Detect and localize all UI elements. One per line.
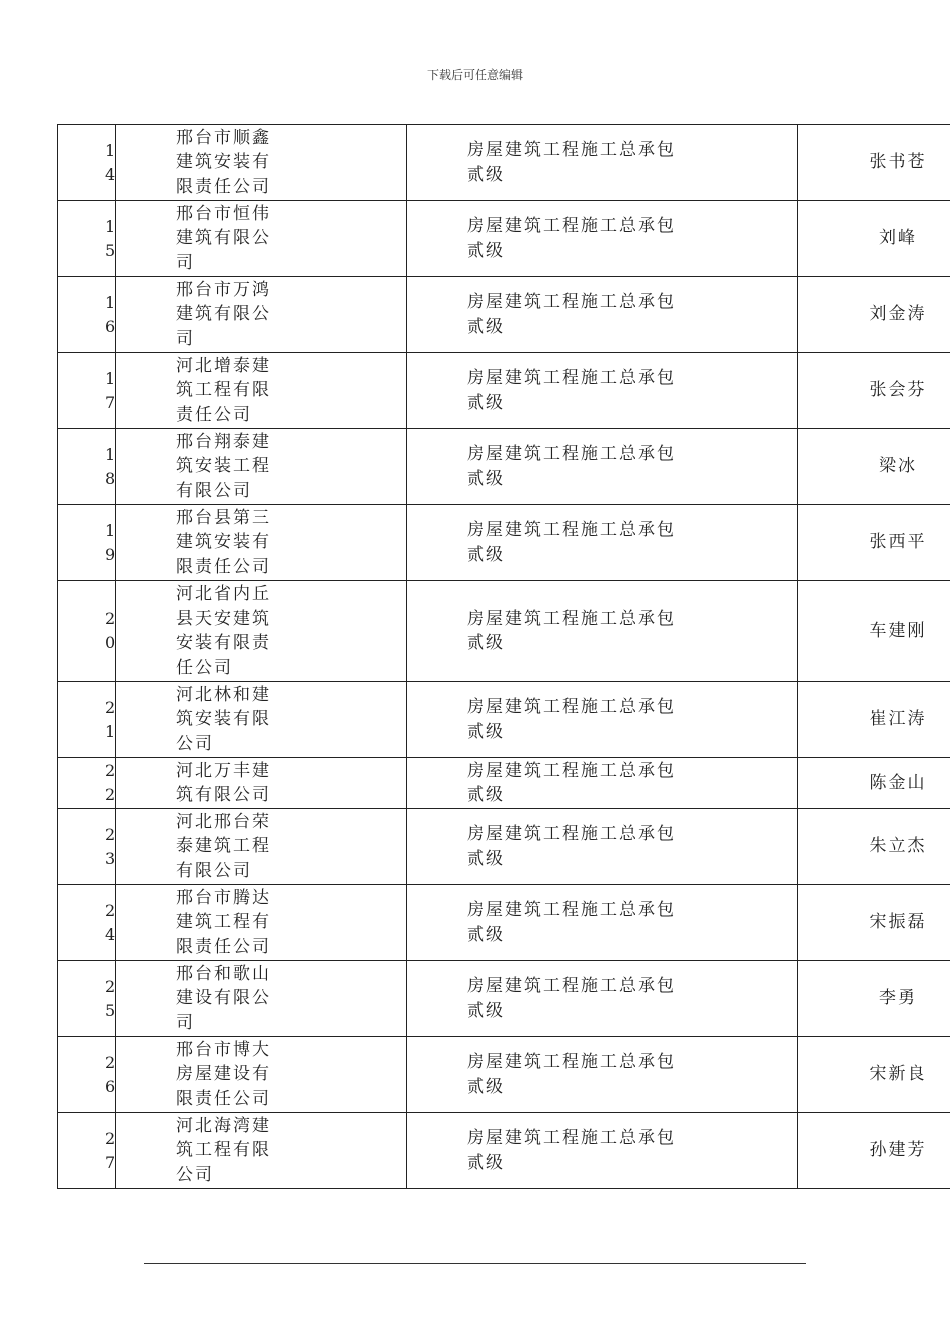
row-number [105, 519, 115, 567]
company-name-line: 筑工程有限 [176, 380, 271, 401]
row-number-digit: 2 [105, 1052, 115, 1072]
row-number-digit: 0 [105, 633, 115, 652]
company-name-line: 邢台市腾达 [176, 887, 271, 908]
qualification-line: 房屋建筑工程施工总承包 [467, 900, 676, 920]
company-name-line: 河北增泰建 [176, 355, 271, 376]
qualification-line: 房屋建筑工程施工总承包 [467, 976, 676, 996]
company-name-cell [116, 277, 407, 353]
table-row [58, 125, 950, 201]
responsible-person-cell [798, 201, 950, 277]
row-number-cell [58, 505, 116, 581]
qualification-cell [407, 682, 798, 758]
table-row [58, 682, 950, 758]
row-number [105, 291, 115, 339]
company-name-line: 建筑有限公 [176, 228, 271, 249]
qualification-line: 房屋建筑工程施工总承包 [467, 292, 676, 312]
row-number [105, 443, 115, 491]
company-name-line: 司 [176, 252, 195, 273]
table-row [58, 758, 950, 809]
row-number-digit: 7 [105, 1152, 115, 1172]
table-row [58, 1113, 950, 1189]
row-number-cell [58, 429, 116, 505]
row-number-digit: 2 [105, 900, 115, 920]
company-name-line: 房屋建设有 [176, 1064, 271, 1085]
row-number-cell [58, 1113, 116, 1189]
qualification-cell [407, 429, 798, 505]
qualification-cell [407, 961, 798, 1037]
qualification-line: 房屋建筑工程施工总承包 [467, 760, 676, 781]
responsible-person: 孙建芳 [869, 1140, 927, 1161]
row-number [105, 215, 115, 263]
company-name-line: 公司 [176, 1164, 214, 1185]
table-row [58, 429, 950, 505]
row-number-digit: 4 [105, 924, 115, 944]
table-row [58, 277, 950, 353]
company-name-cell [116, 1037, 407, 1113]
row-number [105, 1051, 115, 1099]
qualification-cell [407, 581, 798, 682]
qualification-cell [407, 885, 798, 961]
row-number-cell [58, 581, 116, 682]
qualification-cell [407, 277, 798, 353]
company-name-line: 任公司 [176, 657, 233, 678]
table-row [58, 353, 950, 429]
company-name-line: 邢台市恒伟 [176, 203, 271, 224]
company-name-line: 司 [176, 328, 195, 349]
company-table [57, 124, 950, 1189]
company-name-line: 有限公司 [176, 480, 252, 501]
responsible-person: 崔江涛 [869, 709, 927, 730]
company-name-line: 筑安装有限 [176, 709, 271, 730]
company-name-line: 公司 [176, 733, 214, 754]
row-number-cell [58, 1037, 116, 1113]
qualification-line: 贰级 [467, 633, 505, 653]
responsible-person: 陈金山 [869, 772, 927, 793]
qualification-line: 贰级 [467, 721, 505, 742]
qualification-cell [407, 125, 798, 201]
responsible-person-cell [798, 961, 950, 1037]
row-number-digit: 2 [105, 697, 115, 717]
qualification-line: 贰级 [467, 544, 505, 565]
qualification-line: 贰级 [467, 392, 505, 413]
qualification-line: 房屋建筑工程施工总承包 [467, 444, 676, 464]
responsible-person-cell [798, 429, 950, 505]
company-name-line: 建筑有限公 [176, 304, 271, 325]
table-row [58, 581, 950, 682]
qualification-line: 贰级 [467, 164, 505, 185]
responsible-person-cell [798, 809, 950, 885]
qualification-line: 贰级 [467, 848, 505, 869]
responsible-person-cell [798, 885, 950, 961]
qualification-line: 房屋建筑工程施工总承包 [467, 140, 676, 160]
responsible-person: 朱立杰 [869, 836, 927, 857]
responsible-person: 刘峰 [879, 228, 917, 249]
company-name-line: 限责任公司 [176, 556, 271, 577]
company-name-cell [116, 885, 407, 961]
responsible-person-cell [798, 353, 950, 429]
qualification-line: 贰级 [467, 240, 505, 261]
row-number-cell [58, 809, 116, 885]
table-row [58, 1037, 950, 1113]
qualification-cell [407, 758, 798, 809]
company-name-line: 限责任公司 [176, 1088, 271, 1109]
company-name-line: 建筑工程有 [176, 912, 271, 933]
row-number-digit: 3 [105, 848, 115, 868]
row-number-digit: 1 [105, 216, 115, 236]
company-name-cell [116, 809, 407, 885]
row-number-digit: 5 [105, 1000, 115, 1020]
company-name-line: 安装有限责 [176, 633, 271, 653]
responsible-person: 张西平 [869, 532, 927, 553]
company-name-cell [116, 581, 407, 682]
row-number-digit: 4 [105, 164, 115, 184]
qualification-line: 房屋建筑工程施工总承包 [467, 824, 676, 844]
company-name-line: 邢台市顺鑫 [176, 127, 271, 148]
row-number [105, 899, 115, 947]
responsible-person-cell [798, 505, 950, 581]
company-name-line: 建设有限公 [176, 988, 271, 1009]
company-name-line: 河北林和建 [176, 684, 271, 705]
qualification-line: 房屋建筑工程施工总承包 [467, 368, 676, 388]
company-name-line: 有限公司 [176, 860, 252, 881]
company-name-line: 泰建筑工程 [176, 836, 271, 857]
row-number-cell [58, 682, 116, 758]
company-name-line: 河北海湾建 [176, 1115, 271, 1136]
row-number-digit: 2 [105, 824, 115, 844]
row-number [105, 139, 115, 187]
qualification-line: 房屋建筑工程施工总承包 [467, 520, 676, 540]
company-name-line: 筑有限公司 [176, 785, 271, 805]
company-name-line: 河北邢台荣 [176, 811, 271, 832]
company-name-line: 邢台县第三 [176, 507, 271, 528]
company-name-line: 县天安建筑 [176, 608, 271, 629]
qualification-cell [407, 809, 798, 885]
company-name-line: 限责任公司 [176, 936, 271, 957]
responsible-person: 张书苍 [869, 152, 927, 173]
qualification-cell [407, 505, 798, 581]
row-number-digit: 2 [105, 785, 115, 804]
row-number-digit: 5 [105, 240, 115, 260]
row-number [105, 759, 115, 807]
responsible-person: 刘金涛 [869, 304, 927, 325]
row-number [105, 367, 115, 415]
responsible-person: 宋振磊 [869, 912, 927, 933]
row-number-cell [58, 125, 116, 201]
qualification-line: 贰级 [467, 316, 505, 337]
company-name-line: 筑工程有限 [176, 1140, 271, 1161]
qualification-cell [407, 1037, 798, 1113]
table-row [58, 885, 950, 961]
company-name-cell [116, 961, 407, 1037]
row-number-digit: 2 [105, 609, 115, 628]
row-number [105, 696, 115, 744]
table-row [58, 201, 950, 277]
qualification-line: 房屋建筑工程施工总承包 [467, 1128, 676, 1148]
row-number-cell [58, 758, 116, 809]
responsible-person-cell [798, 682, 950, 758]
row-number-digit: 6 [105, 1076, 115, 1096]
responsible-person-cell [798, 758, 950, 809]
row-number-digit: 2 [105, 976, 115, 996]
responsible-person: 宋新良 [869, 1064, 927, 1085]
company-name-cell [116, 125, 407, 201]
row-number-digit: 1 [105, 444, 115, 464]
company-name-line: 邢台市博大 [176, 1039, 271, 1060]
company-name-line: 建筑安装有 [176, 152, 271, 173]
row-number-digit: 1 [105, 368, 115, 388]
company-name-line: 河北万丰建 [176, 760, 271, 781]
company-name-line: 司 [176, 1012, 195, 1033]
responsible-person: 张会芬 [869, 380, 927, 401]
company-name-line: 限责任公司 [176, 176, 271, 197]
responsible-person-cell [798, 581, 950, 682]
company-name-cell [116, 505, 407, 581]
footer-rule [144, 1263, 806, 1264]
responsible-person-cell [798, 125, 950, 201]
responsible-person-cell [798, 277, 950, 353]
row-number-digit: 1 [105, 292, 115, 312]
table-row [58, 961, 950, 1037]
row-number-cell [58, 961, 116, 1037]
qualification-cell [407, 1113, 798, 1189]
company-table-body [58, 125, 950, 1189]
company-name-line: 河北省内丘 [176, 584, 271, 604]
company-name-line: 筑安装工程 [176, 456, 271, 477]
row-number-digit: 2 [105, 1128, 115, 1148]
company-name-cell [116, 429, 407, 505]
row-number-cell [58, 277, 116, 353]
row-number-digit: 1 [105, 140, 115, 160]
qualification-line: 贰级 [467, 785, 505, 805]
responsible-person: 梁冰 [879, 456, 917, 477]
row-number [105, 607, 115, 655]
qualification-cell [407, 201, 798, 277]
company-name-line: 邢台和歌山 [176, 963, 271, 984]
row-number [105, 975, 115, 1023]
row-number [105, 823, 115, 871]
company-name-cell [116, 1113, 407, 1189]
company-name-line: 责任公司 [176, 404, 252, 425]
qualification-line: 贰级 [467, 468, 505, 489]
responsible-person-cell [798, 1037, 950, 1113]
qualification-line: 贰级 [467, 1152, 505, 1173]
responsible-person: 李勇 [879, 988, 917, 1009]
qualification-line: 房屋建筑工程施工总承包 [467, 697, 676, 717]
row-number [105, 1127, 115, 1175]
row-number-digit: 8 [105, 468, 115, 488]
row-number-cell [58, 201, 116, 277]
qualification-line: 贰级 [467, 924, 505, 945]
qualification-line: 贰级 [467, 1000, 505, 1021]
responsible-person-cell [798, 1113, 950, 1189]
page-header: 下载后可任意编辑 [426, 68, 523, 82]
company-name-cell [116, 758, 407, 809]
row-number-cell [58, 885, 116, 961]
company-name-line: 邢台市万鸿 [176, 279, 271, 300]
qualification-line: 房屋建筑工程施工总承包 [467, 608, 676, 629]
company-name-cell [116, 353, 407, 429]
row-number-digit: 9 [105, 544, 115, 564]
company-name-line: 邢台翔泰建 [176, 431, 271, 452]
company-name-cell [116, 201, 407, 277]
company-name-line: 建筑安装有 [176, 532, 271, 553]
table-row [58, 505, 950, 581]
table-row [58, 809, 950, 885]
row-number-digit: 1 [105, 520, 115, 540]
qualification-cell [407, 353, 798, 429]
qualification-line: 贰级 [467, 1076, 505, 1097]
row-number-cell [58, 353, 116, 429]
responsible-person: 车建刚 [869, 620, 927, 641]
row-number-digit: 2 [105, 761, 115, 780]
qualification-line: 房屋建筑工程施工总承包 [467, 1052, 676, 1072]
row-number-digit: 1 [105, 721, 115, 741]
company-name-cell [116, 682, 407, 758]
row-number-digit: 6 [105, 316, 115, 336]
qualification-line: 房屋建筑工程施工总承包 [467, 216, 676, 236]
row-number-digit: 7 [105, 392, 115, 412]
